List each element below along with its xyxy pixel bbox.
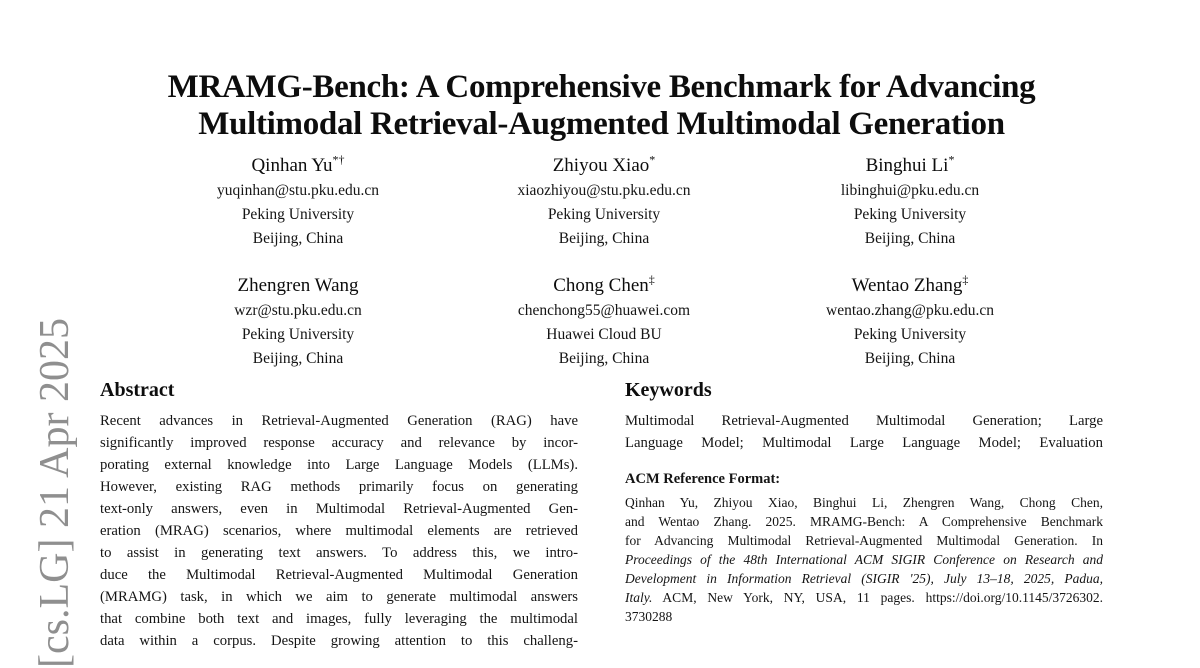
author-affiliation: Peking University: [241, 206, 355, 223]
author-name-text: Qinhan Yu: [251, 155, 333, 176]
author-name-text: Wentao Zhang: [851, 275, 963, 296]
abstract-section: [100, 377, 578, 652]
author-location: Beijing, China: [558, 230, 650, 247]
author-location: Beijing, China: [252, 230, 344, 247]
author-card-qinhan-yu: [145, 153, 451, 251]
author-name-text: Chong Chen: [553, 275, 649, 296]
author-email: libinghui@pku.edu.cn: [840, 182, 980, 199]
abstract-line: that combine both text and images, fully leveraging the multimodal: [100, 611, 578, 627]
author-location: Beijing, China: [864, 350, 956, 367]
acm-reference-line: for Advancing Multimodal Retrieval-Augmented Multimodal Generation. In: [625, 533, 1103, 548]
author-superscript: *†: [332, 152, 345, 167]
acm-reference-italy: Italy.: [625, 590, 653, 605]
abstract-line: However, existing RAG methods primarily focus on generating: [100, 479, 578, 495]
title-line-1: MRAMG-Bench: A Comprehensive Benchmark for Advancing: [167, 69, 1036, 106]
body-columns: [100, 377, 1103, 652]
abstract-line: eration (MRAG) scenarios, where multimodal elements are retrieved: [100, 523, 578, 539]
title-line-2: Multimodal Retrieval-Augmented Multimodal Generation: [198, 106, 1005, 143]
author-superscript: ‡: [648, 272, 655, 287]
author-card-zhengren-wang: [145, 273, 451, 371]
acm-reference-heading: ACM Reference Format:: [625, 471, 781, 487]
author-superscript: ‡: [962, 272, 969, 287]
abstract-line: Recent advances in Retrieval-Augmented Generation (RAG) have: [100, 413, 578, 429]
author-name-text: Binghui Li: [865, 155, 949, 176]
keywords-line: Multimodal Retrieval-Augmented Multimodal Generation; Large: [625, 413, 1103, 429]
acm-reference-line: [625, 588, 1103, 607]
author-affiliation: Peking University: [853, 326, 967, 343]
author-card-zhiyou-xiao: [451, 153, 757, 251]
author-name-text: Zhengren Wang: [237, 275, 359, 296]
author-name: [145, 273, 451, 299]
abstract-line: data within a corpus. Despite growing attention to this challeng-: [100, 633, 578, 649]
author-email: xiaozhiyou@stu.pku.edu.cn: [517, 182, 691, 199]
abstract-line: duce the Multimodal Retrieval-Augmented Multimodal Generation: [100, 567, 578, 583]
acm-reference-line: Qinhan Yu, Zhiyou Xiao, Binghui Li, Zhengren Wang, Chong Chen,: [625, 495, 1103, 510]
acm-reference-line: Development in Information Retrieval (SIGIR '25), July 13–18, 2025, Padua,: [625, 571, 1103, 586]
abstract-line: significantly improved response accuracy and relevance by incor-: [100, 435, 578, 451]
author-affiliation: Huawei Cloud BU: [546, 326, 662, 343]
author-email: wentao.zhang@pku.edu.cn: [826, 302, 994, 319]
author-location: Beijing, China: [252, 350, 344, 367]
author-card-binghui-li: [757, 153, 1063, 251]
author-affiliation: Peking University: [241, 326, 355, 343]
author-name: [451, 153, 757, 179]
keywords-heading: Keywords: [625, 379, 712, 401]
author-location: Beijing, China: [558, 350, 650, 367]
author-email: wzr@stu.pku.edu.cn: [234, 302, 362, 319]
abstract-heading: Abstract: [100, 379, 175, 401]
paper-title: [100, 69, 1103, 143]
acm-reference-line: Proceedings of the 48th International ACM SIGIR Conference on Research and: [625, 552, 1103, 567]
author-affiliation: Peking University: [853, 206, 967, 223]
author-name-text: Zhiyou Xiao: [552, 155, 650, 176]
abstract-line: (MRAMG) task, in which we aim to generate multimodal answers: [100, 589, 578, 605]
author-card-wentao-zhang: [757, 273, 1063, 371]
author-email: yuqinhan@stu.pku.edu.cn: [217, 182, 379, 199]
author-location: Beijing, China: [864, 230, 956, 247]
acm-reference-doi: ACM, New York, NY, USA, 11 pages. https://doi.org/10.1145/3726302.: [652, 590, 1103, 605]
keywords-line: Language Model; Multimodal Large Language Model; Evaluation: [625, 435, 1103, 451]
abstract-line: text-only answers, even in Multimodal Retrieval-Augmented Gen-: [100, 501, 578, 517]
author-name: [145, 153, 451, 179]
authors-grid: [145, 153, 1063, 371]
acm-reference-line-doi-tail: 3730288: [625, 609, 673, 624]
author-name: [757, 273, 1063, 299]
author-name: [757, 153, 1063, 179]
abstract-line: porating external knowledge into Large Language Models (LLMs).: [100, 457, 578, 473]
author-name: [451, 273, 757, 299]
author-superscript: *: [649, 152, 656, 167]
right-column: [625, 377, 1103, 652]
abstract-line: to assist in generating text answers. To address this, we intro-: [100, 545, 578, 561]
author-email: chenchong55@huawei.com: [517, 302, 691, 319]
arxiv-watermark: [cs.LG] 21 Apr 2025: [32, 318, 78, 668]
author-card-chong-chen: [451, 273, 757, 371]
author-superscript: *: [948, 152, 955, 167]
author-affiliation: Peking University: [547, 206, 661, 223]
acm-reference-line: and Wentao Zhang. 2025. MRAMG-Bench: A Comprehensive Benchmark: [625, 514, 1103, 529]
